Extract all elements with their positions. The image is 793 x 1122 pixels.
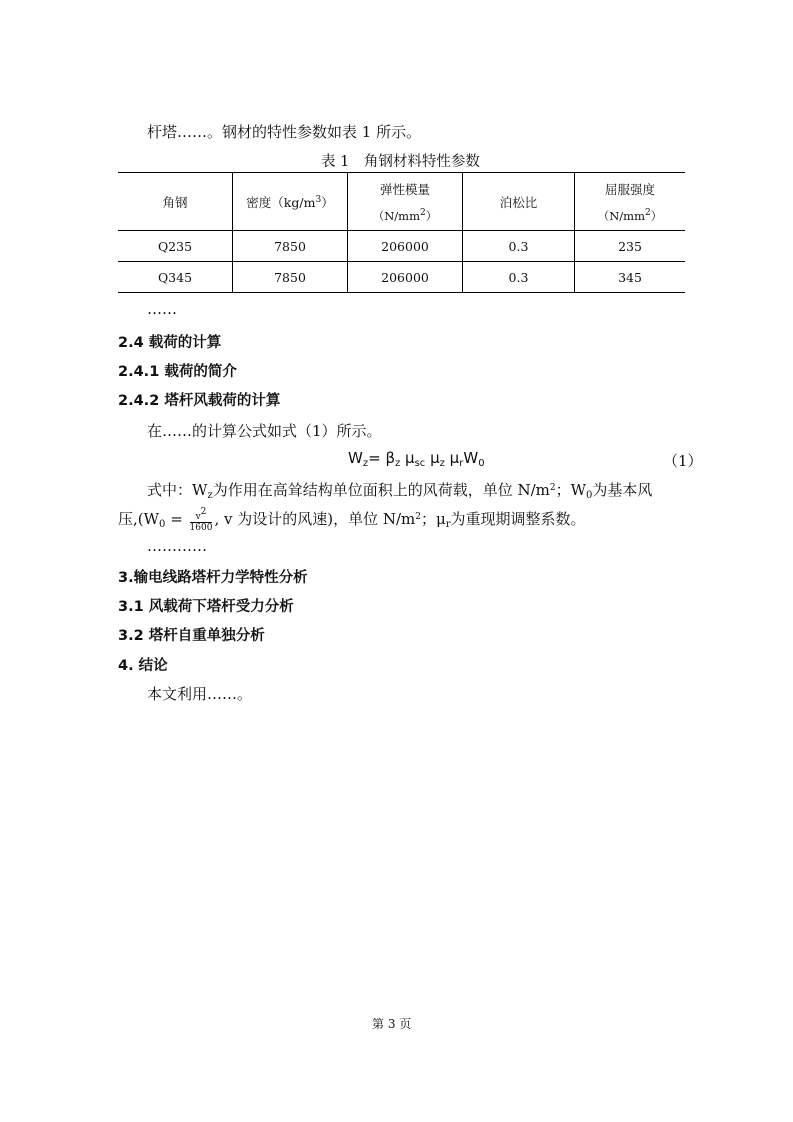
fraction-num-text: v (195, 512, 201, 522)
formula-w: W (348, 449, 363, 467)
table-cell: 7850 (233, 262, 348, 293)
expl-sup: 2 (415, 512, 421, 522)
expl-sub: r (445, 519, 451, 530)
formula-mu-z: μ (430, 449, 440, 467)
formula-w-sub: z (362, 458, 369, 469)
header-yield-unit (575, 208, 685, 224)
ellipsis-2: ………… (147, 537, 207, 555)
conclusion-text: 本文利用……。 (147, 685, 253, 703)
table-row (118, 231, 685, 262)
formula-mu-z-sub: z (439, 458, 445, 469)
header-modulus-unit-text: （N/mm (372, 208, 420, 223)
intro-line: 杆塔……。钢材的特性参数如表 1 所示。 (147, 123, 422, 141)
expl-text: 压,(W (118, 510, 160, 528)
header-angle-steel: 角钢 (118, 173, 233, 231)
table-cell: 7850 (233, 231, 348, 262)
heading-4: 4. 结论 (118, 658, 168, 674)
header-modulus-close: ） (425, 208, 438, 223)
table-cell: Q345 (118, 262, 233, 293)
wind-load-formula (348, 449, 485, 469)
formula-beta-sub: z (395, 458, 401, 469)
header-yield-close: ） (650, 208, 663, 223)
header-yield-unit-text: （N/mm (597, 208, 645, 223)
table-cell: 206000 (348, 262, 463, 293)
formula-mu-r-sub: r (459, 458, 464, 469)
table-cell: 206000 (348, 231, 463, 262)
formula-eq: = (368, 449, 386, 467)
page-footer: 第 3 页 (372, 1017, 412, 1031)
heading-2-4: 2.4 载荷的计算 (118, 335, 222, 351)
formula-w0-sub: 0 (478, 458, 485, 469)
expl-sup: 2 (549, 483, 556, 493)
heading-3: 3.输电线路塔杆力学特性分析 (118, 570, 308, 586)
heading-2-4-1: 2.4.1 载荷的简介 (118, 364, 237, 380)
expl-text: ；W (555, 481, 587, 499)
header-modulus (348, 173, 463, 231)
table-cell: 0.3 (463, 231, 575, 262)
header-yield-sup: 2 (645, 207, 651, 218)
wind-speed-fraction (190, 507, 213, 533)
header-modulus-sup: 2 (420, 207, 426, 218)
header-modulus-unit (348, 208, 462, 224)
formula-mu-sc: μ (405, 449, 415, 467)
ellipsis-1: …… (147, 300, 177, 318)
header-density (233, 173, 348, 231)
header-yield-text: 屈服强度 (604, 181, 655, 197)
header-density-text: 密度（kg/m (246, 194, 316, 210)
formula-mu-r: μ (449, 449, 460, 467)
table-cell: 235 (575, 231, 686, 262)
table-caption: 表 1 角钢材料特性参数 (321, 154, 480, 170)
formula-intro: 在……的计算公式如式（1）所示。 (147, 422, 382, 440)
heading-3-2: 3.2 塔杆自重单独分析 (118, 628, 265, 644)
table-cell: Q235 (118, 231, 233, 262)
explanation-line-1 (147, 479, 652, 501)
table-cell: 0.3 (463, 262, 575, 293)
formula-number: （1） (663, 452, 703, 470)
formula-w0: W (463, 449, 479, 467)
fraction-denominator: 1600 (189, 523, 213, 533)
expl-sub: 0 (159, 519, 166, 530)
fraction-num-sup: 2 (200, 507, 207, 517)
heading-3-1: 3.1 风载荷下塔杆受力分析 (118, 599, 294, 615)
expl-text: 为重现期调整系数。 (450, 510, 586, 528)
expl-sub: 0 (586, 490, 593, 501)
header-poisson: 泊松比 (463, 173, 575, 231)
fraction-numerator (190, 507, 213, 523)
table-header-row (118, 173, 685, 231)
expl-text: , v 为设计的风速)，单位 N/m (214, 510, 416, 528)
header-density-close: ） (321, 194, 334, 210)
formula-mu-sc-sub: sc (414, 458, 426, 469)
table-row (118, 262, 685, 293)
table-cell: 345 (618, 269, 642, 285)
formula-beta: β (385, 449, 396, 467)
expl-text: 为基本风 (592, 481, 653, 499)
expl-text: 式中：W (147, 481, 208, 499)
heading-2-4-2: 2.4.2 塔杆风载荷的计算 (118, 393, 281, 409)
expl-text: = (165, 510, 188, 528)
expl-text: 为作用在高耸结构单位面积上的风荷载，单位 N/m (212, 481, 550, 499)
expl-sub: z (207, 490, 213, 501)
header-density-sup: 3 (315, 194, 322, 205)
material-params-table (118, 172, 685, 293)
explanation-line-2 (118, 507, 586, 533)
expl-text: ；μ (420, 510, 446, 528)
header-modulus-text: 弹性模量 (379, 181, 430, 197)
header-yield (575, 173, 686, 231)
